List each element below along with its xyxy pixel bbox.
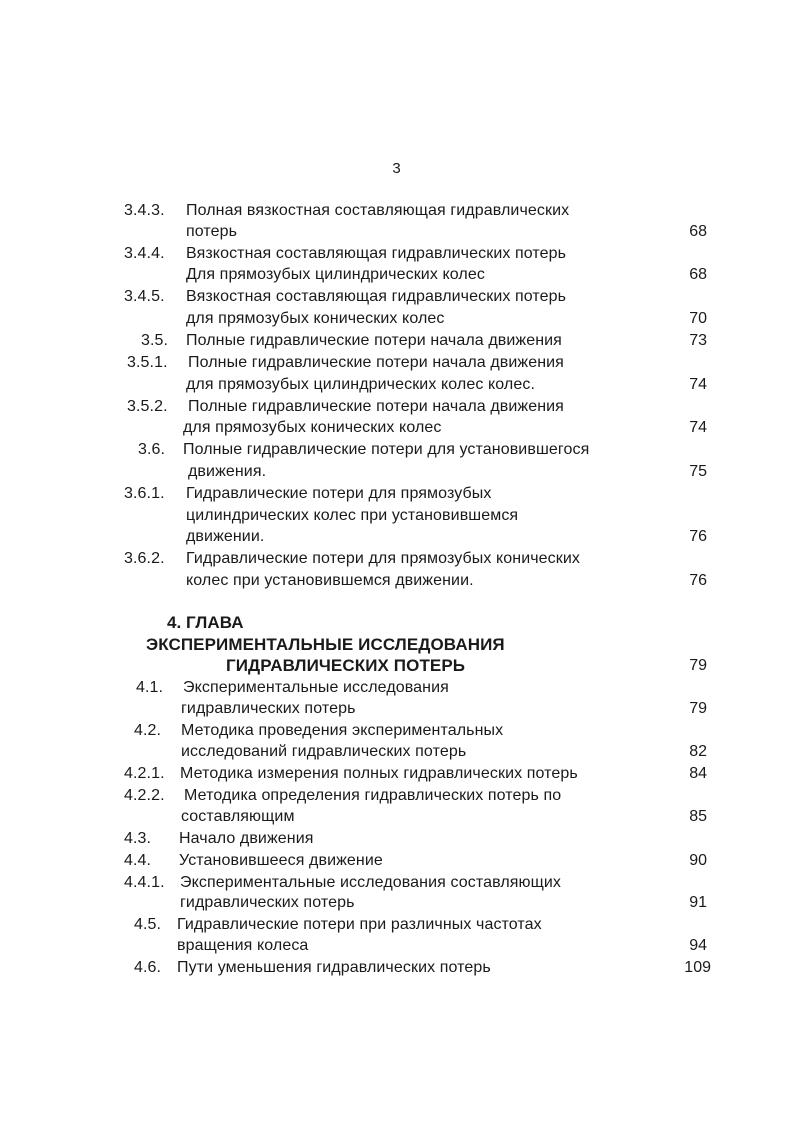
toc-title-line: Экспериментальные исследования составляющих: [180, 874, 562, 891]
toc-title-line: Пути уменьшения гидравлических потерь: [177, 959, 491, 976]
toc-title-line: Начало движения: [179, 830, 314, 847]
toc-page-ref: 79: [689, 700, 707, 717]
toc-title-line: Полные гидравлические потери начала движения: [186, 332, 562, 349]
toc-number: 3.6.1.: [124, 485, 165, 502]
chapter-label: ГЛАВА: [186, 613, 244, 632]
toc-title-line: для прямозубых цилиндрических колес колес.: [186, 376, 536, 393]
toc-title-line: Полные гидравлические потери для установившегося: [183, 441, 590, 458]
toc-page-ref: 73: [689, 332, 707, 349]
toc-number: 3.4.5.: [124, 288, 165, 305]
toc-page-ref: 76: [689, 572, 707, 589]
toc-title-line: Вязкостная составляющая гидравлических потерь: [186, 245, 567, 262]
toc-title-line: Полная вязкостная составляющая гидравлических: [186, 202, 570, 219]
toc-page-ref: 74: [689, 376, 707, 393]
toc-title-line: для прямозубых конических колес: [183, 419, 442, 436]
toc-title-line: Установившееся движение: [179, 852, 383, 869]
toc-title-line: Методика измерения полных гидравлических потерь: [180, 765, 578, 782]
toc-page-ref: 79: [689, 657, 707, 674]
toc-page-ref: 90: [689, 852, 707, 869]
toc-number: 3.6.: [138, 441, 166, 458]
chapter-title-line: ЭКСПЕРИМЕНТАЛЬНЫЕ ИССЛЕДОВАНИЯ: [146, 635, 505, 654]
toc-title-line: потерь: [186, 223, 238, 240]
toc-number: 3.4.3.: [124, 202, 165, 219]
toc-title-line: Гидравлические потери для прямозубых: [186, 485, 492, 502]
toc-title-line: вращения колеса: [177, 937, 309, 954]
toc-number: 4.6.: [134, 959, 162, 976]
page-number: 3: [392, 160, 401, 177]
toc-title-line: движении.: [186, 528, 265, 545]
toc-number: 4.5.: [134, 916, 162, 933]
toc-title-line: Для прямозубых цилиндрических колес: [186, 266, 485, 283]
toc-number: 3.5.: [141, 332, 169, 349]
toc-page-ref: 76: [689, 528, 707, 545]
toc-title-line: колес при установившемся движении.: [186, 572, 474, 589]
toc-title-line: исследований гидравлических потерь: [181, 743, 467, 760]
toc-page-ref: 74: [689, 419, 707, 436]
chapter-number: 4.: [167, 613, 182, 632]
toc-page-ref: 91: [689, 894, 707, 911]
toc-title-line: гидравлических потерь: [181, 700, 356, 717]
toc-title-line: Гидравлические потери при различных частотах: [177, 916, 542, 933]
toc-title-line: Методика определения гидравлических потерь по: [184, 787, 562, 804]
toc-title-line: для прямозубых конических колес: [186, 310, 445, 327]
toc-title-line: Полные гидравлические потери начала движения: [188, 354, 564, 371]
toc-number: 4.4.: [124, 852, 152, 869]
toc-page-ref: 85: [689, 808, 707, 825]
toc-title-line: Полные гидравлические потери начала движения: [188, 398, 564, 415]
toc-number: 3.6.2.: [124, 550, 165, 567]
toc-number: 4.3.: [124, 830, 152, 847]
toc-title-line: составляющим: [181, 808, 295, 825]
toc-page-ref: 82: [689, 743, 707, 760]
toc-number: 3.4.4.: [124, 245, 165, 262]
toc-page-ref: 68: [689, 223, 707, 240]
toc-number: 3.5.1.: [127, 354, 168, 371]
toc-number: 3.5.2.: [127, 398, 168, 415]
toc-title-line: Гидравлические потери для прямозубых конических: [186, 550, 581, 567]
toc-title-line: Экспериментальные исследования: [183, 679, 449, 696]
toc-number: 4.1.: [136, 679, 164, 696]
toc-number: 4.2.1.: [124, 765, 165, 782]
chapter-title-line: ГИДРАВЛИЧЕСКИХ ПОТЕРЬ: [226, 656, 466, 675]
toc-number: 4.2.2.: [124, 787, 165, 804]
toc-page-ref: 68: [689, 266, 707, 283]
toc-page-ref: 70: [689, 310, 707, 327]
toc-page-ref: 94: [689, 937, 707, 954]
toc-number: 4.4.1.: [124, 874, 165, 891]
toc-page-ref: 109: [684, 959, 711, 976]
toc-title-line: движения.: [188, 463, 267, 480]
toc-page-ref: 75: [689, 463, 707, 480]
toc-title-line: цилиндрических колес при установившемся: [186, 507, 519, 524]
toc-number: 4.2.: [134, 722, 162, 739]
toc-title-line: Методика проведения экспериментальных: [181, 722, 504, 739]
toc-title-line: Вязкостная составляющая гидравлических потерь: [186, 288, 567, 305]
toc-page-ref: 84: [689, 765, 707, 782]
toc-title-line: гидравлических потерь: [180, 894, 355, 911]
